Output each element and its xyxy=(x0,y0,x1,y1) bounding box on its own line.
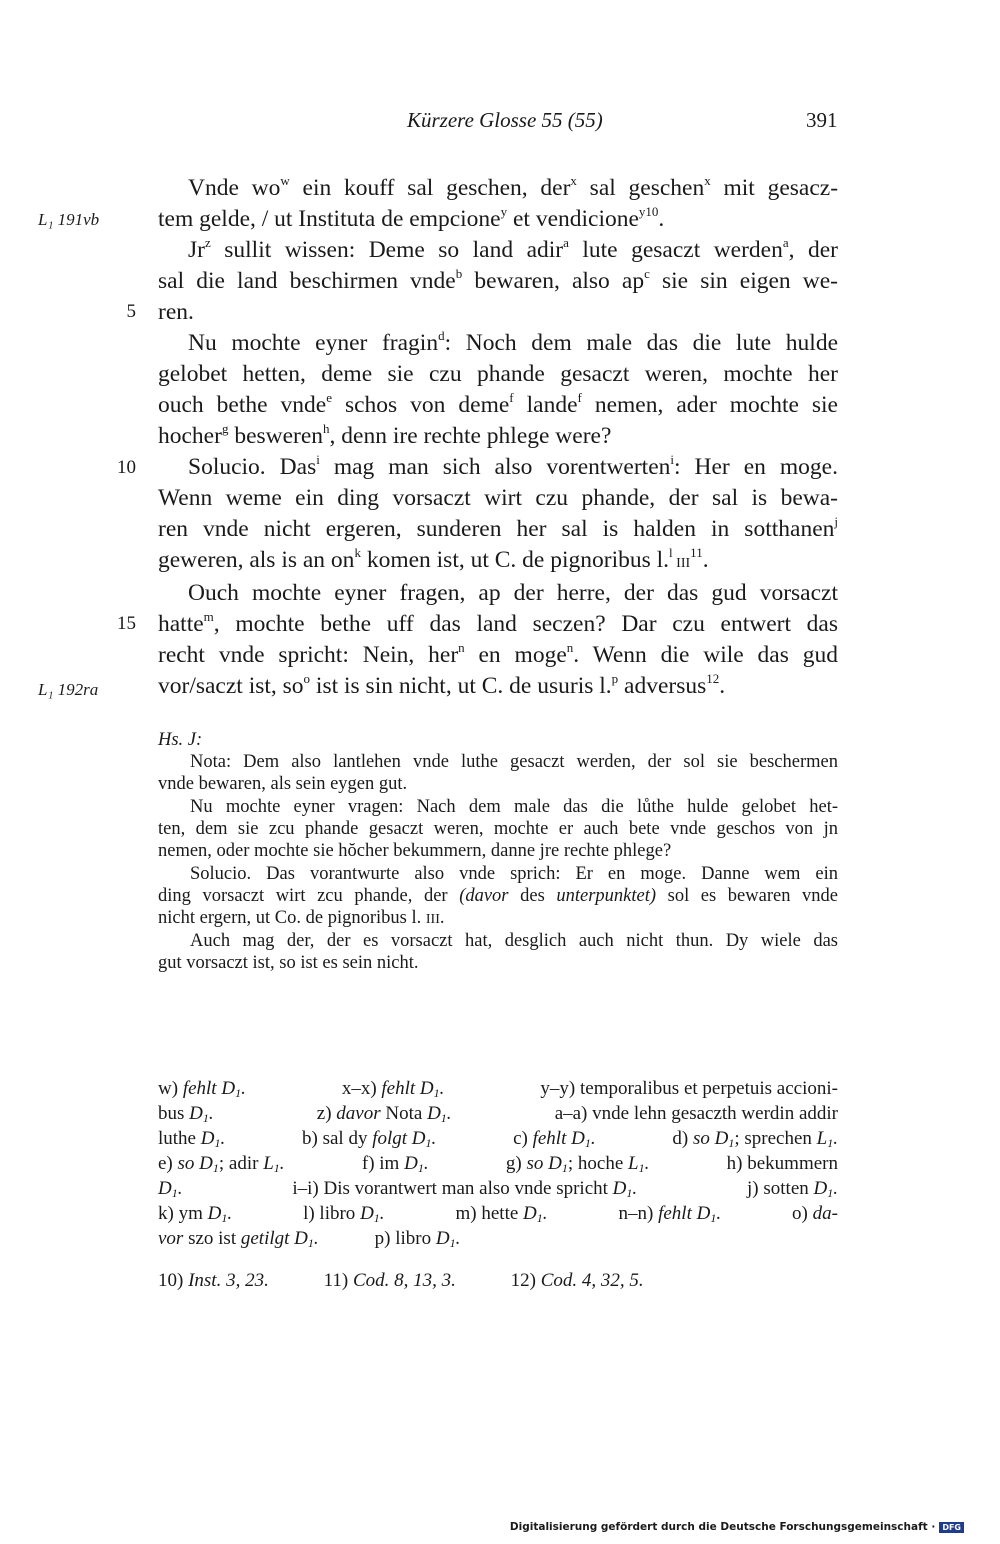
text-line: vnde bewaren, als sein eygen gut. xyxy=(158,774,408,794)
text-line: Jr$^z$ sullit wissen: Deme so land adir$^a$ lute gesaczt werden$^a$, der xyxy=(188,235,838,263)
text-line: ouch bethe vnde$^e$ schos von deme$^f$ lande$^f$ nemen, ader mochte sie xyxy=(158,390,838,418)
reference-12: 12) Cod. 4, 32, 5. xyxy=(510,1270,644,1291)
text-line: hocher$^g$ besweren$^h$, denn ire rechte phlege were? xyxy=(158,421,612,449)
running-head-title: Kürzere Glosse 55 (55) xyxy=(407,108,603,132)
text-line: recht vnde spricht: Nein, her$^n$ en moge$^n$. Wenn die wile das gud xyxy=(158,640,838,668)
section-label: Hs. J: xyxy=(158,730,203,750)
source-references xyxy=(158,1270,694,1292)
folio-note: L₁ 192ra xyxy=(38,680,99,699)
footer-text: Digitalisierung gefördert durch die Deutsche Forschungsgemeinschaft · xyxy=(509,1521,936,1533)
apparatus-line: w) fehlt $D_1$. x–x) fehlt $D_1$. y–y) temporalibus et perpetuis accioni- xyxy=(158,1078,838,1100)
page-number: 391 xyxy=(806,108,838,132)
text-line: tem gelde, / ut Instituta de empcione$^y$ et vendicione$^{y10}$. xyxy=(158,204,665,232)
text-line: gelobet hetten, deme sie czu phande gesaczt weren, mochte her xyxy=(158,361,838,387)
text-line: ding vorsaczt wirt zcu phande, der (davor des unterpunktet) sol es bewaren vnde xyxy=(158,886,838,906)
text-line: ren vnde nicht ergeren, sunderen her sal is halden in sotthanen$^j$ xyxy=(158,514,838,542)
text-line: Solucio. Das vorantwurte also vnde sprich: Er en moge. Danne wem ein xyxy=(190,864,838,884)
text-line: Ouch mochte eyner fragen, ap der herre, der das gud vorsaczt xyxy=(188,580,838,606)
text-line: Auch mag der, der es vorsaczt hat, desglich auch nicht thun. Dy wiele das xyxy=(190,931,838,951)
reference-10: 10) Inst. 3, 23. xyxy=(158,1270,269,1291)
text-line: gut vorsaczt ist, so ist es sein nicht. xyxy=(158,953,419,973)
reference-11: 11) Cod. 8, 13, 3. xyxy=(323,1270,456,1291)
apparatus-line: $D_1$. i–i) Dis vorantwert man also vnde spricht $D_1$. j) sotten $D_1$. xyxy=(158,1178,838,1200)
text-line: sal die land beschirmen vnde$^b$ bewaren, also $ap^c$ sie sin eigen we- xyxy=(158,266,839,294)
digitization-footer xyxy=(510,1521,964,1533)
apparatus-line: vor szo ist getilgt $D_1$. p) libro $D_1$. xyxy=(158,1228,461,1250)
line-number: 5 xyxy=(126,301,136,322)
line-number: 15 xyxy=(117,613,136,634)
text-line: Nu mochte eyner vragen: Nach dem male das die lůthe hulde gelobet het- xyxy=(190,797,838,817)
text-line: ren. xyxy=(158,299,194,325)
text-line: Solucio. Das$^i$ mag man sich also vorentwerten$^i$: Her en moge. xyxy=(188,452,838,480)
text-line: geweren, als is an $on^k$ komen ist, ut C. de pignoribus l.$^l$ III$^{11}$. xyxy=(158,545,709,573)
text-line: ten, dem sie zcu phande gesaczt weren, mochte er auch bete vnde geschos von jn xyxy=(158,819,838,839)
text-line: Vnde $wo^w$ ein kouff sal geschen, der$^x$ sal geschen$^x$ mit gesacz- xyxy=(188,173,839,201)
text-line: nicht ergern, ut Co. de pignoribus l. III. xyxy=(158,908,445,928)
text-line: nemen, oder mochte sie hŏcher bekummern, danne jre rechte phlege? xyxy=(158,841,672,861)
text-line: vor/saczt ist, $so^o$ ist is sin nicht, ut C. de usuris l.$^p$ adversus$^{12}$. xyxy=(158,671,726,699)
folio-note: L₁ 191vb xyxy=(38,210,100,229)
line-number: 10 xyxy=(117,457,136,478)
apparatus-line: luthe $D_1$. b) sal dy folgt $D_1$. c) fehlt $D_1$. d) so $D_1$; sprechen $L_1$. xyxy=(158,1128,838,1150)
apparatus-line: bus $D_1$. z) davor Nota $D_1$. a–a) vnde lehn gesaczth werdin addir xyxy=(158,1103,838,1125)
text-line: hatte$^m$, mochte bethe uff das land seczen? Dar czu entwert das xyxy=(158,609,838,637)
text-line: Nota: Dem also lantlehen vnde luthe gesaczt werden, der sol sie beschermen xyxy=(190,752,838,772)
text-line: Nu mochte eyner fragin$^d$: Noch dem male das die lute hulde xyxy=(188,328,839,356)
text-line: Wenn weme ein ding vorsaczt wirt czu phande, der sal is bewa- xyxy=(158,485,838,511)
apparatus-line: k) ym $D_1$. l) libro $D_1$. m) hette $D_1$. n–n) fehlt $D_1$. o) da- xyxy=(158,1203,838,1225)
dfg-logo: DFG xyxy=(939,1522,964,1533)
apparatus-line: e) so $D_1$; adir $L_1$. f) im $D_1$. g) so $D_1$; hoche $L_1$. h) bekummern xyxy=(158,1153,838,1175)
